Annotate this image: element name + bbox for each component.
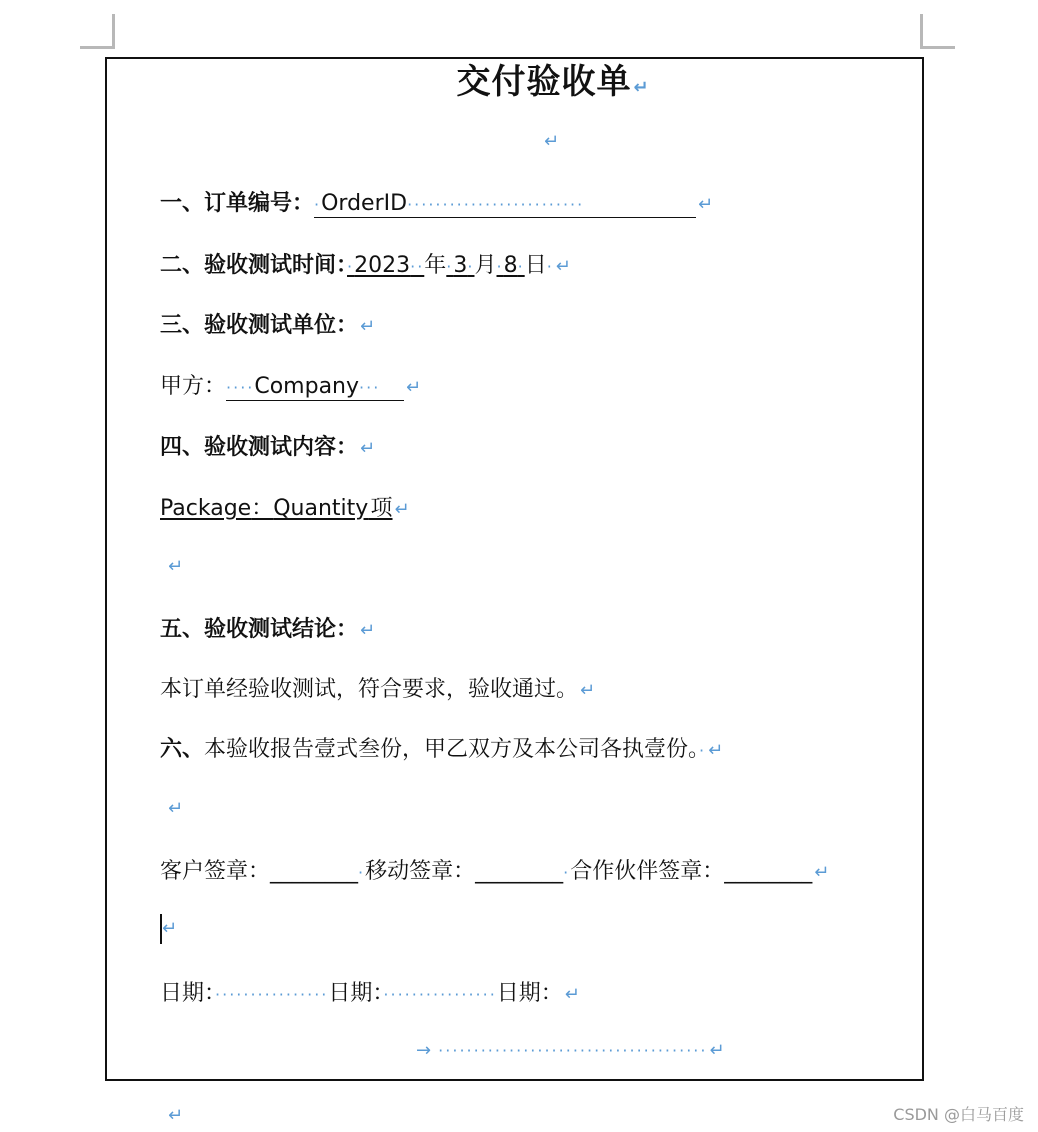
paragraph-mark-icon: ↵ [708,740,724,761]
order-id-label: 一、订单编号： [160,191,315,216]
customer-date-label: 日期： [160,981,216,1006]
paragraph-mark-icon: ↵ [162,918,178,939]
paragraph-mark-icon: ↵ [555,256,571,277]
tab-leader-line[interactable]: → ······································ ↵ [416,1040,725,1061]
test-unit-line[interactable] [160,311,375,342]
mobile-date-label: 日期： [328,981,384,1006]
title-text: 交付验收单 [456,62,632,102]
paragraph-mark-icon: ↵ [580,680,596,701]
customer-signature-label: 客户签章： [160,859,271,884]
month-unit: 月 [474,253,497,278]
copies-text: 本验收报告壹式叁份，甲乙双方及本公司各执壹份。 [204,737,700,762]
party-a-label: 甲方： [160,374,227,399]
test-conclusion-text: 本订单经验收测试，符合要求，验收通过。 [160,677,579,702]
month-value[interactable]: 3 [453,253,468,278]
content-separator: ： [251,496,274,521]
test-content-label: 四、验收测试内容： [160,435,359,460]
order-id-value[interactable]: OrderID [321,191,408,216]
test-unit-label: 三、验收测试单位： [160,313,359,338]
paragraph-mark-icon: ↵ [814,862,830,883]
test-content-detail-line[interactable] [160,494,410,525]
date-line[interactable]: 日期：················日期：················日期： ↵ [160,981,580,1006]
empty-paragraph[interactable] [166,1100,183,1131]
copies-label: 六、 [160,737,205,762]
test-date-label: 二、验收测试时间： [160,253,348,278]
day-unit: 日 [524,253,547,278]
year-unit: 年 [424,253,447,278]
paragraph-mark-icon: ↵ [698,194,714,215]
paragraph-mark-icon: ↵ [360,316,376,337]
paragraph-mark-icon: ↵ [360,438,376,459]
mobile-signature-label: 移动签章： [365,859,476,884]
document-title[interactable] [0,60,1038,110]
order-id-line[interactable]: 一、订单编号：·OrderID························· ↵ [160,191,714,216]
mobile-signature-blank[interactable]: ________ [475,859,564,884]
partner-signature-blank[interactable]: ________ [724,859,813,884]
year-value[interactable]: 2023 [354,253,411,278]
paragraph-mark-icon: ↵ [168,556,184,577]
empty-paragraph[interactable] [160,913,177,944]
day-value[interactable]: 8 [503,253,518,278]
page-corner-mark-top-left [80,14,115,49]
quantity-unit: 项 [370,496,393,521]
paragraph-mark-icon: ↵ [564,984,580,1005]
paragraph-mark-icon: ↵ [406,377,422,398]
empty-paragraph[interactable] [166,551,183,582]
paragraph-mark-icon: ↵ [168,798,184,819]
paragraph-mark-icon: ↵ [360,620,376,641]
party-a-value[interactable]: Company [254,374,360,399]
paragraph-mark-icon: ↵ [709,1040,725,1061]
paragraph-mark-icon: ↵ [168,1105,184,1126]
paragraph-mark-icon: ↵ [633,77,650,98]
partner-signature-label: 合作伙伴签章： [570,859,725,884]
copies-line[interactable]: 六、本验收报告壹式叁份，甲乙双方及本公司各执壹份。· ↵ [160,737,724,762]
paragraph-mark-icon: ↵ [394,499,410,520]
empty-paragraph[interactable] [166,793,183,824]
page-corner-mark-top-right [920,14,955,49]
party-a-line[interactable]: 甲方：····Company··· ↵ [160,374,422,399]
partner-date-label: 日期： [496,981,563,1006]
watermark: CSDN @白马百度 [893,1105,1024,1124]
test-content-line[interactable] [160,433,375,464]
empty-paragraph[interactable] [542,126,559,157]
customer-signature-blank[interactable]: ________ [270,859,359,884]
paragraph-mark-icon: ↵ [544,131,560,152]
test-conclusion-text-line[interactable] [160,675,595,706]
test-conclusion-line[interactable] [160,615,375,646]
tab-arrow-icon: → [416,1040,432,1061]
signature-line[interactable]: 客户签章：________·移动签章：________·合作伙伴签章：________ ↵ [160,859,830,884]
quantity-value[interactable]: Quantity [273,496,369,521]
package-value[interactable]: Package [160,496,252,521]
test-conclusion-label: 五、验收测试结论： [160,617,359,642]
test-date-line[interactable]: 二、验收测试时间：·2023··年·3·月·8·日· ↵ [160,253,571,278]
